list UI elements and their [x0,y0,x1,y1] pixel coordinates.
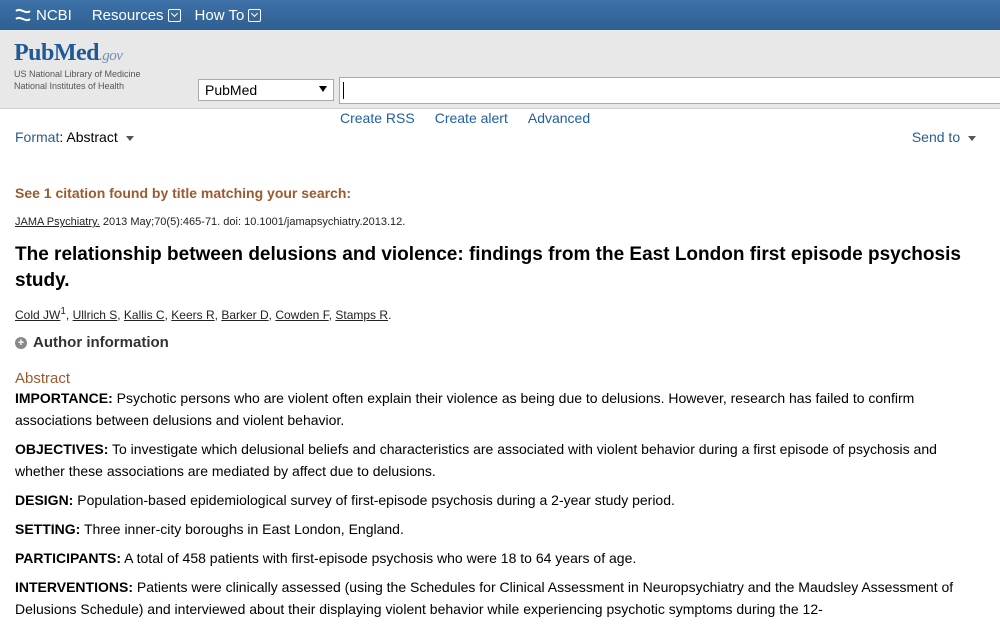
citation-found-message: See 1 citation found by title matching your search: [15,185,352,201]
search-band [0,30,1000,126]
search-input[interactable] [339,77,1000,104]
abstract-section: SETTING: Three inner-city boroughs in East London, England. [15,521,404,537]
search-links [340,110,590,126]
article-title: The relationship between delusions and violence: findings from the East London first episode psychosis study. [15,244,961,291]
nih-label: National Institutes of Health [14,81,125,91]
advanced-link[interactable]: Advanced [527,110,591,126]
format-value: Abstract [66,129,118,145]
ncbi-header [0,0,1000,30]
author-link[interactable]: Kallis C [123,308,165,322]
author-link[interactable]: Cold JW [15,308,61,322]
database-select[interactable] [198,79,334,101]
journal-link[interactable]: JAMA Psychiatry. [15,216,100,228]
pubmed-logo[interactable] [14,40,141,91]
author-list: Cold $JW^1$, Ullrich S, Kallis C, Keers R, Barker D, Cowden F, Stamps R. [15,306,392,322]
author-link[interactable]: Barker D [221,308,269,322]
dropdown-arrow-icon [126,136,134,141]
display-options [15,129,985,145]
pubmed-wordmark: PubMed.gov [14,40,123,66]
author-link[interactable]: Stamps R [335,308,389,322]
send-to-label: Send to [911,129,961,145]
ncbi-helix-icon [14,8,32,22]
abstract-section: DESIGN: Population-based epidemiological survey of first-episode psychosis during a 2-year study period. [15,492,675,508]
resources-label: Resources [91,6,164,24]
dropdown-arrow-icon [968,136,976,141]
format-label: Format [15,129,60,145]
abstract-section: IMPORTANCE: Psychotic persons who are violent often explain their violence as being due to delusions. However, research has failed to confirm associations between delusions and violent behavior. [15,390,915,428]
database-value: PubMed [205,82,258,98]
author-information-toggle[interactable] [15,334,985,351]
chevron-down-icon [168,9,181,22]
main-content [0,129,1000,620]
abstract-section: INTERVENTIONS: Patients were clinically assessed (using the Schedules for Clinical Assessment in Neuropsychiatry and the Maudsley Assessment of Delusions Schedule) and interviewed about their displaying violent behavior while experiencing psychotic symptoms during the 12- [15,579,954,617]
journal-details: 2013 May;70(5):465-71. doi: 10.1001/jamapsychiatry.2013.12. [102,216,406,228]
create-alert-link[interactable]: Create alert [434,110,508,126]
dropdown-arrow-icon [319,86,327,92]
author-link[interactable]: Keers R [171,308,215,322]
create-rss-link[interactable]: Create RSS [340,110,415,126]
affiliation-sup: 1 [60,306,66,317]
author-link[interactable]: Cowden F [275,308,329,322]
nlm-label: US National Library of Medicine [14,69,141,79]
ncbi-logo[interactable] [14,7,72,24]
ncbi-label: NCBI [36,6,72,24]
plus-icon: + [15,337,27,349]
text-cursor [343,82,344,99]
howto-menu[interactable] [195,7,262,24]
send-to-button[interactable] [912,129,976,145]
author-information-label: Author information [33,334,169,351]
howto-label: How To [194,6,245,24]
journal-citation [15,216,985,228]
chevron-down-icon [248,9,261,22]
format-selector[interactable]: Format: Abstract [15,129,134,145]
author-link[interactable]: Ullrich S [72,308,118,322]
abstract-section: PARTICIPANTS: A total of 458 patients with first-episode psychosis who were 18 to 64 years of age. [15,550,637,566]
abstract-heading: Abstract [15,370,71,387]
abstract-section: OBJECTIVES: To investigate which delusional beliefs and characteristics are associated with violent behavior during a first episode of psychosis and whether these associations are mediated by affect due to delusions. [15,441,937,479]
resources-menu[interactable] [92,7,181,24]
